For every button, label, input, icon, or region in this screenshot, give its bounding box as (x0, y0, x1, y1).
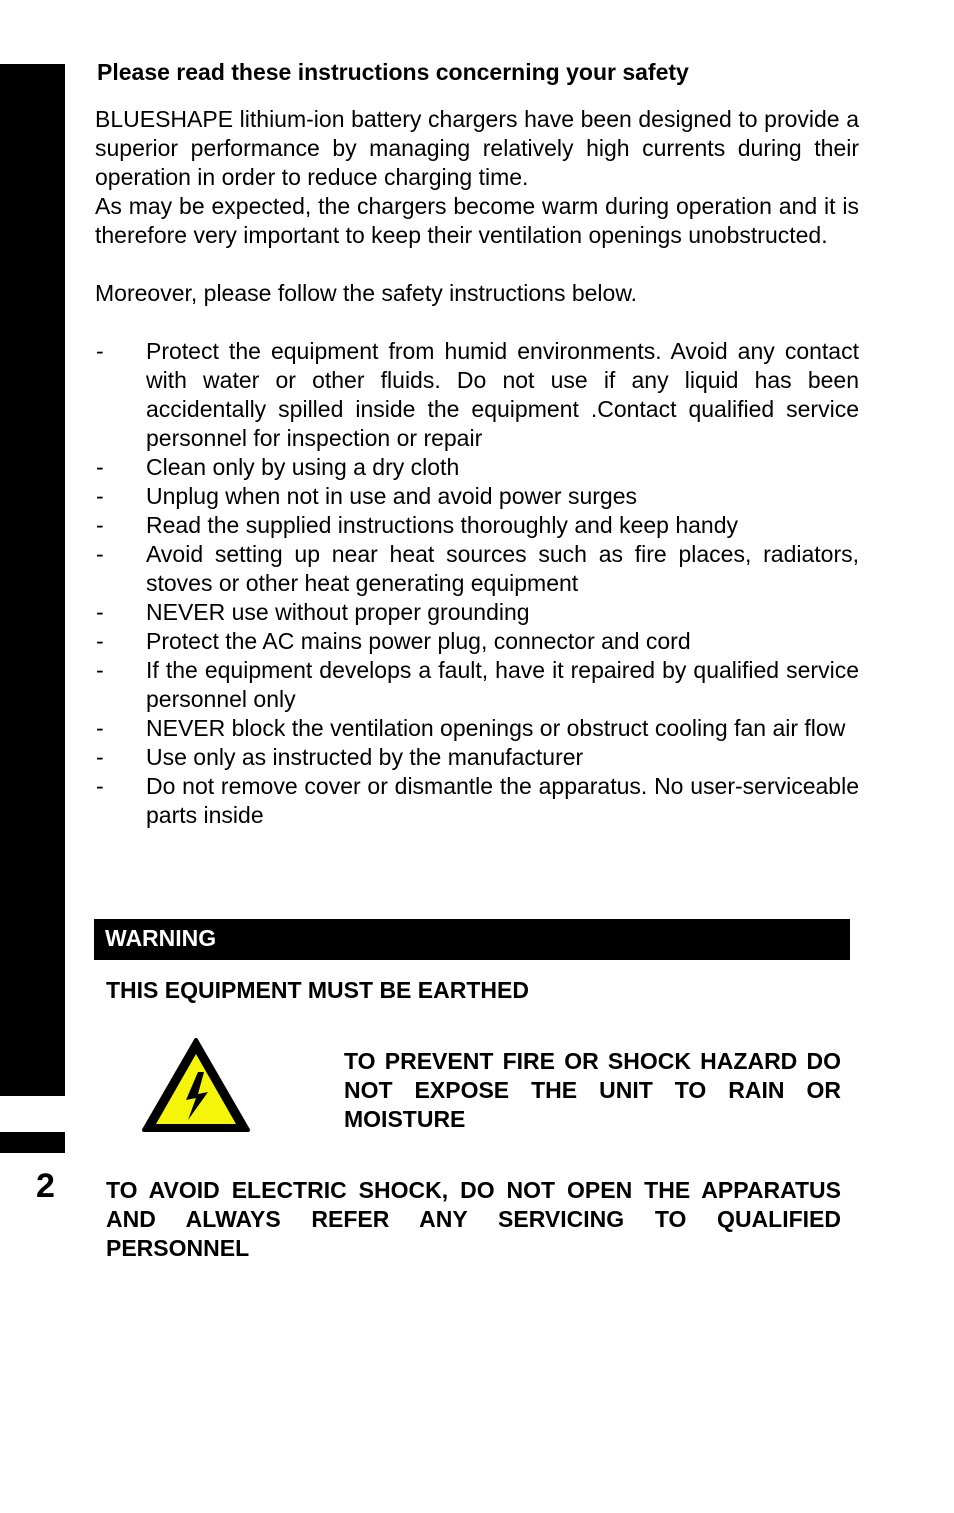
list-item (95, 627, 859, 656)
bullet-dash: - (96, 599, 104, 625)
intro-paragraph-2: As may be expected, the chargers become warm during operation and it is therefore very important to keep their ventilation openings unobstructed. (95, 193, 859, 248)
bullet-dash: - (96, 715, 104, 741)
list-item (95, 743, 859, 772)
bullet-dash: - (96, 628, 104, 654)
safety-instructions-list (95, 337, 859, 830)
list-item-text: Avoid setting up near heat sources such as fire places, radiators, stoves or other heat generating equipment (146, 541, 859, 596)
list-item-text: Do not remove cover or dismantle the apparatus. No user-serviceable parts inside (146, 773, 859, 828)
bullet-dash: - (96, 541, 104, 567)
bullet-dash: - (96, 744, 104, 770)
list-item (95, 540, 859, 598)
list-item-text: NEVER use without proper grounding (146, 599, 530, 625)
bullet-dash: - (96, 657, 104, 683)
high-voltage-warning-icon (140, 1036, 252, 1136)
list-item (95, 511, 859, 540)
list-item (95, 482, 859, 511)
intro-paragraph-3: Moreover, please follow the safety instructions below. (95, 280, 638, 306)
main-content (95, 105, 859, 830)
spacer (95, 250, 859, 279)
list-item (95, 453, 859, 482)
list-item (95, 337, 859, 453)
list-item-text: NEVER block the ventilation openings or obstruct cooling fan air flow (146, 715, 846, 741)
list-item-text: Clean only by using a dry cloth (146, 454, 460, 480)
side-thumb-tab (0, 1132, 65, 1153)
bullet-dash: - (96, 512, 104, 538)
list-item-text: Use only as instructed by the manufacturer (146, 744, 584, 770)
list-item (95, 714, 859, 743)
list-item-text: If the equipment develops a fault, have it repaired by qualified service personnel only (146, 657, 859, 712)
warning-banner (94, 919, 850, 960)
list-item-text: Unplug when not in use and avoid power surges (146, 483, 637, 509)
list-item-text: Protect the equipment from humid environments. Avoid any contact with water or other fluids. Do not use if any liquid has been accidentally spilled inside the equipment .Contact qualified service personnel for inspection or repair (146, 338, 859, 451)
page-number: 2 (36, 1167, 55, 1205)
list-item (95, 772, 859, 830)
bullet-dash: - (96, 338, 104, 364)
shock-notice: TO AVOID ELECTRIC SHOCK, DO NOT OPEN THE APPARATUS AND ALWAYS REFER ANY SERVICING TO QUALIFIED PERSONNEL (106, 1177, 841, 1261)
spacer (95, 308, 859, 337)
list-item (95, 598, 859, 627)
bullet-dash: - (96, 454, 104, 480)
side-thumb-bar (0, 64, 65, 1096)
list-item (95, 656, 859, 714)
list-item-text: Read the supplied instructions thoroughly and keep handy (146, 512, 739, 538)
bullet-dash: - (96, 773, 104, 799)
bullet-dash: - (96, 483, 104, 509)
warning-label: WARNING (105, 925, 217, 951)
intro-paragraph-1: BLUESHAPE lithium-ion battery chargers have been designed to provide a superior performance by managing relatively high currents during their operation in order to reduce charging time. (95, 106, 859, 190)
list-item-text: Protect the AC mains power plug, connector and cord (146, 628, 691, 654)
page-heading: Please read these instructions concerning your safety (97, 59, 689, 85)
hazard-notice: TO PREVENT FIRE OR SHOCK HAZARD DO NOT EXPOSE THE UNIT TO RAIN OR MOISTURE (344, 1048, 841, 1132)
earthed-notice: THIS EQUIPMENT MUST BE EARTHED (106, 977, 529, 1003)
